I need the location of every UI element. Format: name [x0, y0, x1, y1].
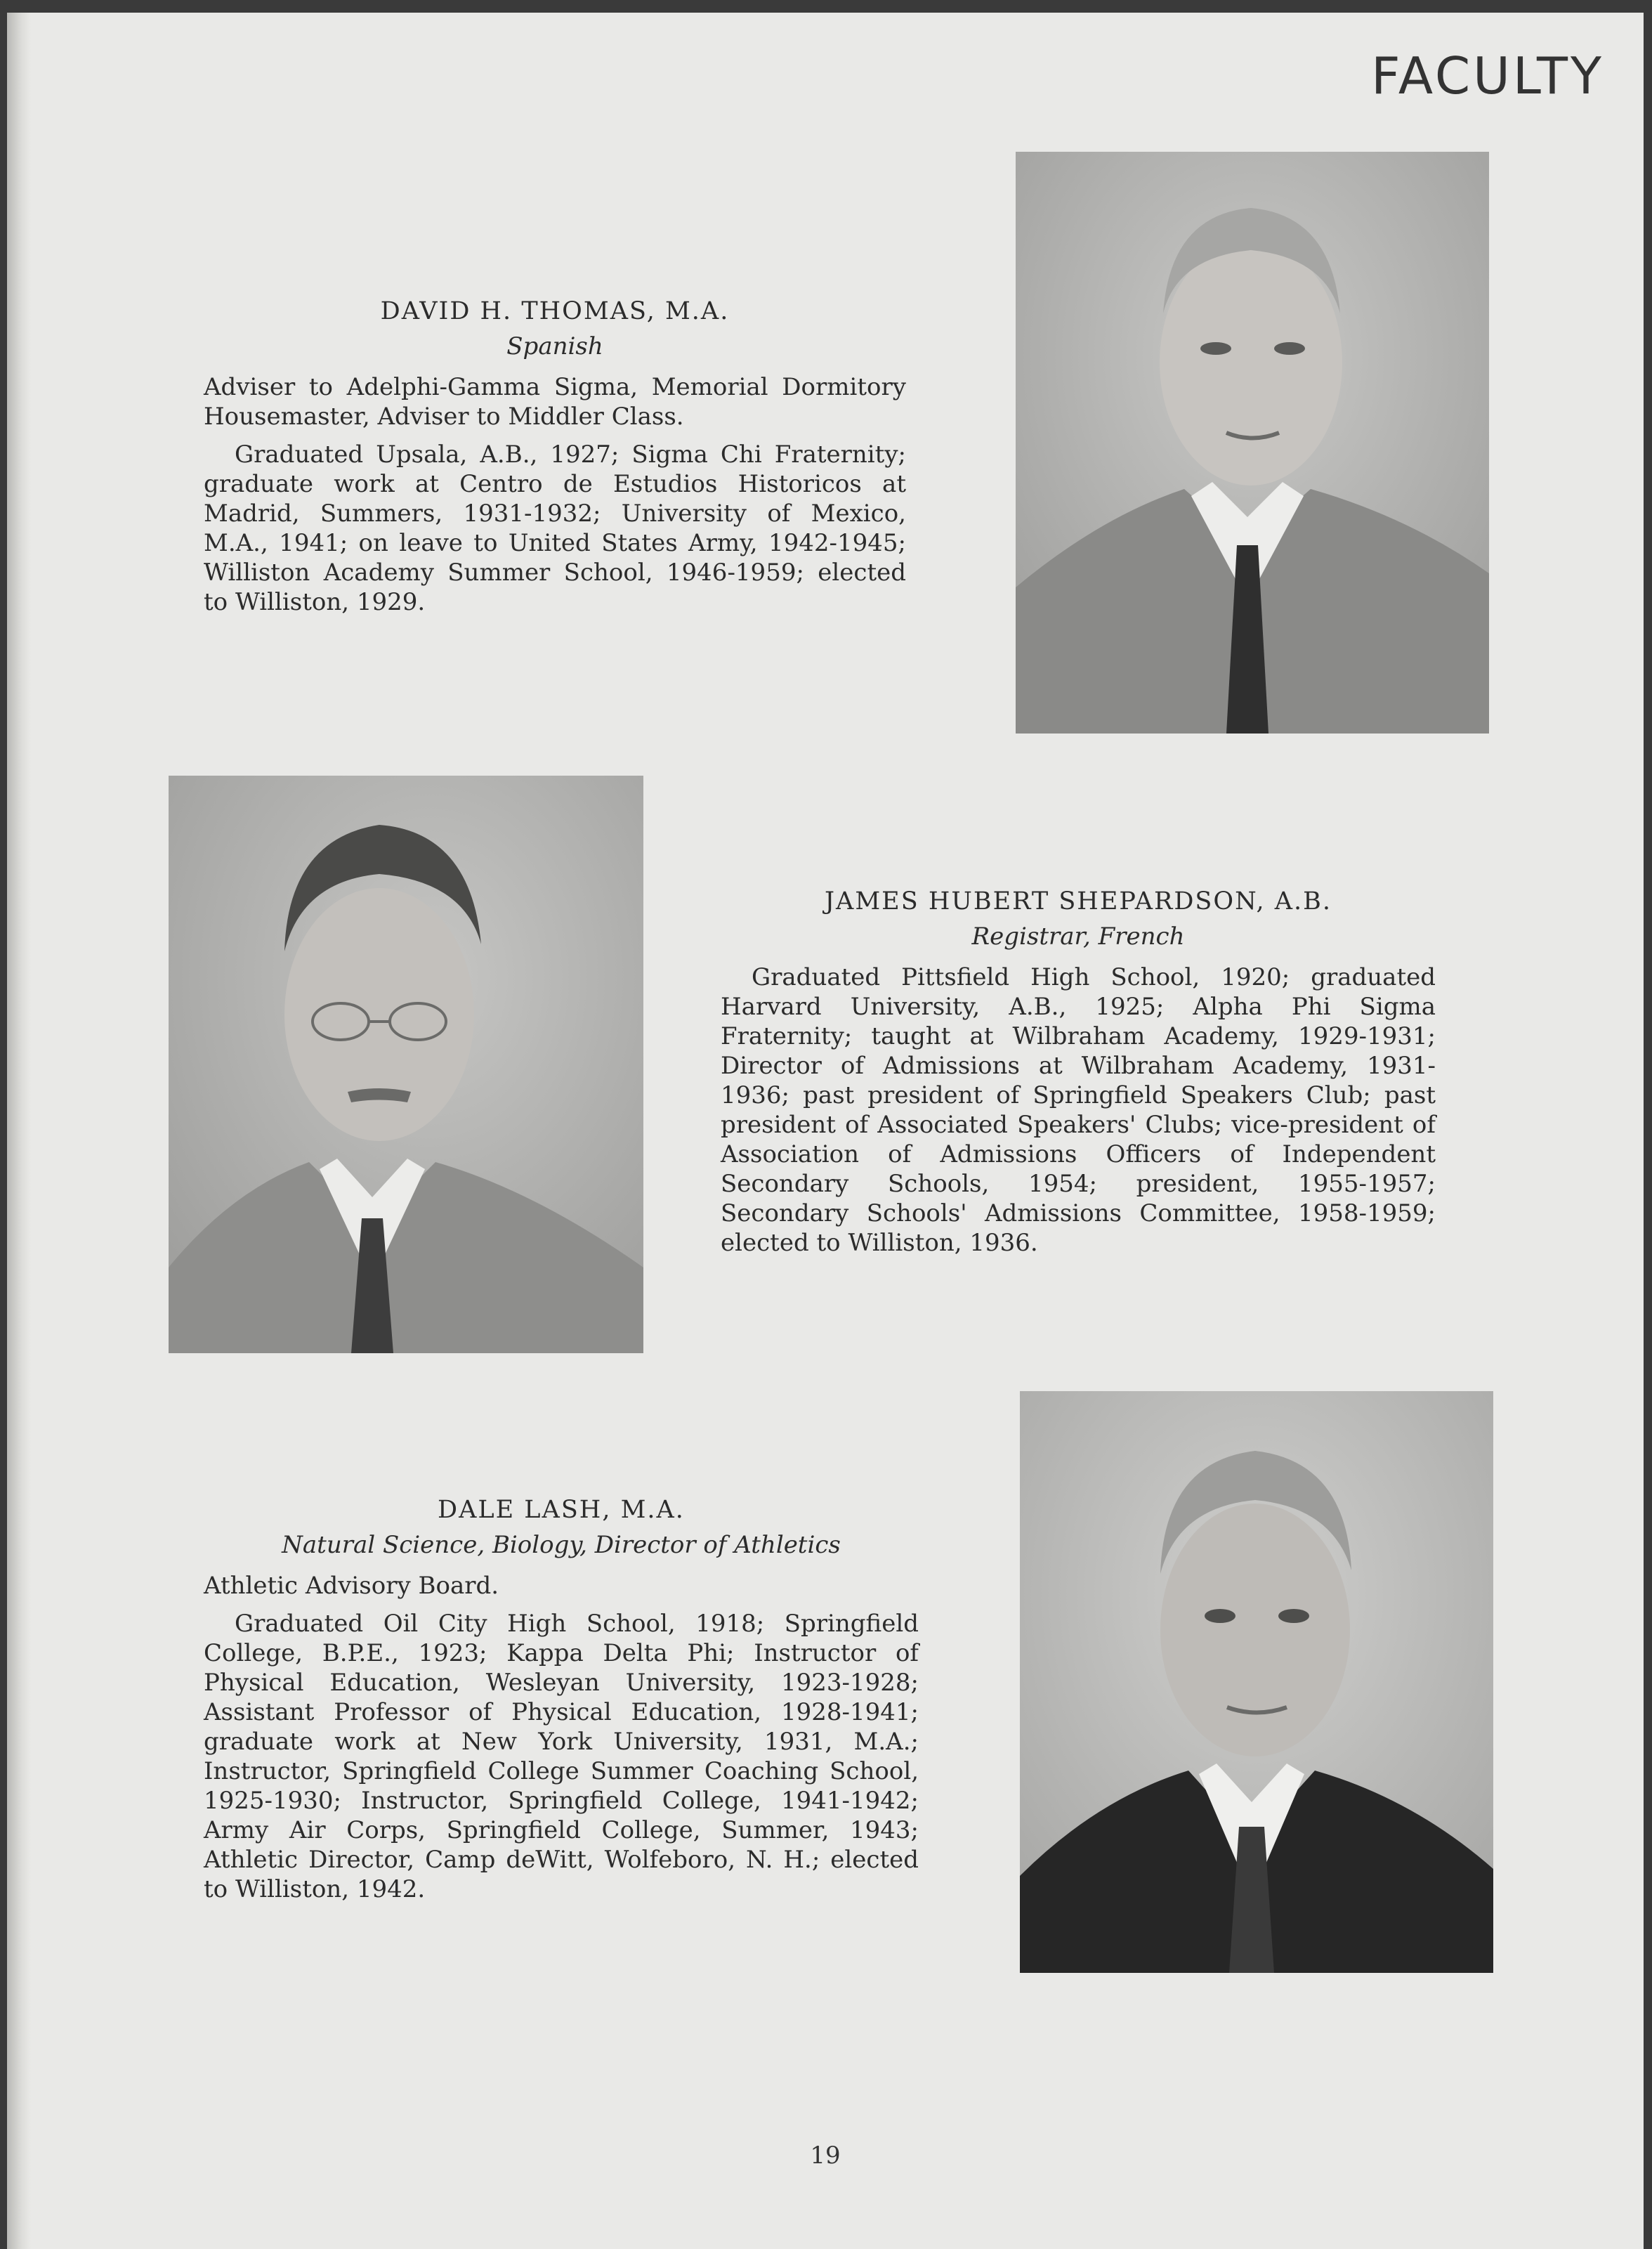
- faculty-subject: Registrar, French: [971, 923, 1185, 951]
- faculty-name: DAVID H. THOMAS, M.A.: [380, 297, 730, 325]
- faculty-history: Graduated Pittsfield High School, 1920; graduated Harvard University, A.B., 1925; Alpha Phi Sigma Fraternity; taught at Wilbraham Academy, 1929-1931; Director of Admissions at Wilbraham Academy, 1931-1936; past president of Springfield Speakers Club; past president of Associated Speakers' Clubs; vice-president of Association of Admissions Officers of Independent Secondary Schools, 1954; president, 1955-1957; Secondary Schools' Admissions Committee, 1958-1959; elected to Williston, 1936.: [721, 963, 1436, 1257]
- faculty-duties: Athletic Advisory Board.: [204, 1572, 499, 1600]
- portrait-photo-shepardson: [169, 776, 643, 1353]
- faculty-bio-lash: [204, 1495, 919, 1912]
- faculty-bio-thomas: [204, 296, 906, 625]
- page-number: 19: [810, 2142, 841, 2170]
- faculty-name: JAMES HUBERT SHEPARDSON, A.B.: [825, 887, 1332, 915]
- portrait-photo-thomas: [1016, 152, 1489, 734]
- faculty-subject: Natural Science, Biology, Director of Athletics: [282, 1531, 841, 1559]
- portrait-photo-lash: [1020, 1391, 1493, 1973]
- faculty-bio-shepardson: [721, 887, 1436, 1266]
- faculty-subject: Spanish: [506, 332, 603, 360]
- page-binding-shadow: [7, 13, 31, 2249]
- faculty-history: Graduated Upsala, A.B., 1927; Sigma Chi Fraternity; graduate work at Centro de Estudios Historicos at Madrid, Summers, 1931-1932; University of Mexico, M.A., 1941; on leave to United States Army, 1942-1945; Williston Academy Summer School, 1946-1959; elected to Williston, 1929.: [204, 441, 906, 616]
- faculty-history: Graduated Oil City High School, 1918; Springfield College, B.P.E., 1923; Kappa Delta Phi; Instructor of Physical Education, Wesleyan University, 1923-1928; Assistant Professor of Physical Education, 1928-1941; graduate work at New York University, 1931, M.A.; Instructor, Springfield College Summer Coaching School, 1925-1930; Instructor, Springfield College, 1941-1942; Army Air Corps, Springfield College, Summer, 1943; Athletic Director, Camp deWitt, Wolfeboro, N. H.; elected to Williston, 1942.: [204, 1610, 919, 1903]
- faculty-duties: Adviser to Adelphi-Gamma Sigma, Memorial Dormitory Housemaster, Adviser to Middler Class.: [204, 373, 906, 431]
- yearbook-page: [7, 13, 1644, 2249]
- section-header: FACULTY: [1371, 46, 1604, 105]
- faculty-name: DALE LASH, M.A.: [438, 1496, 685, 1524]
